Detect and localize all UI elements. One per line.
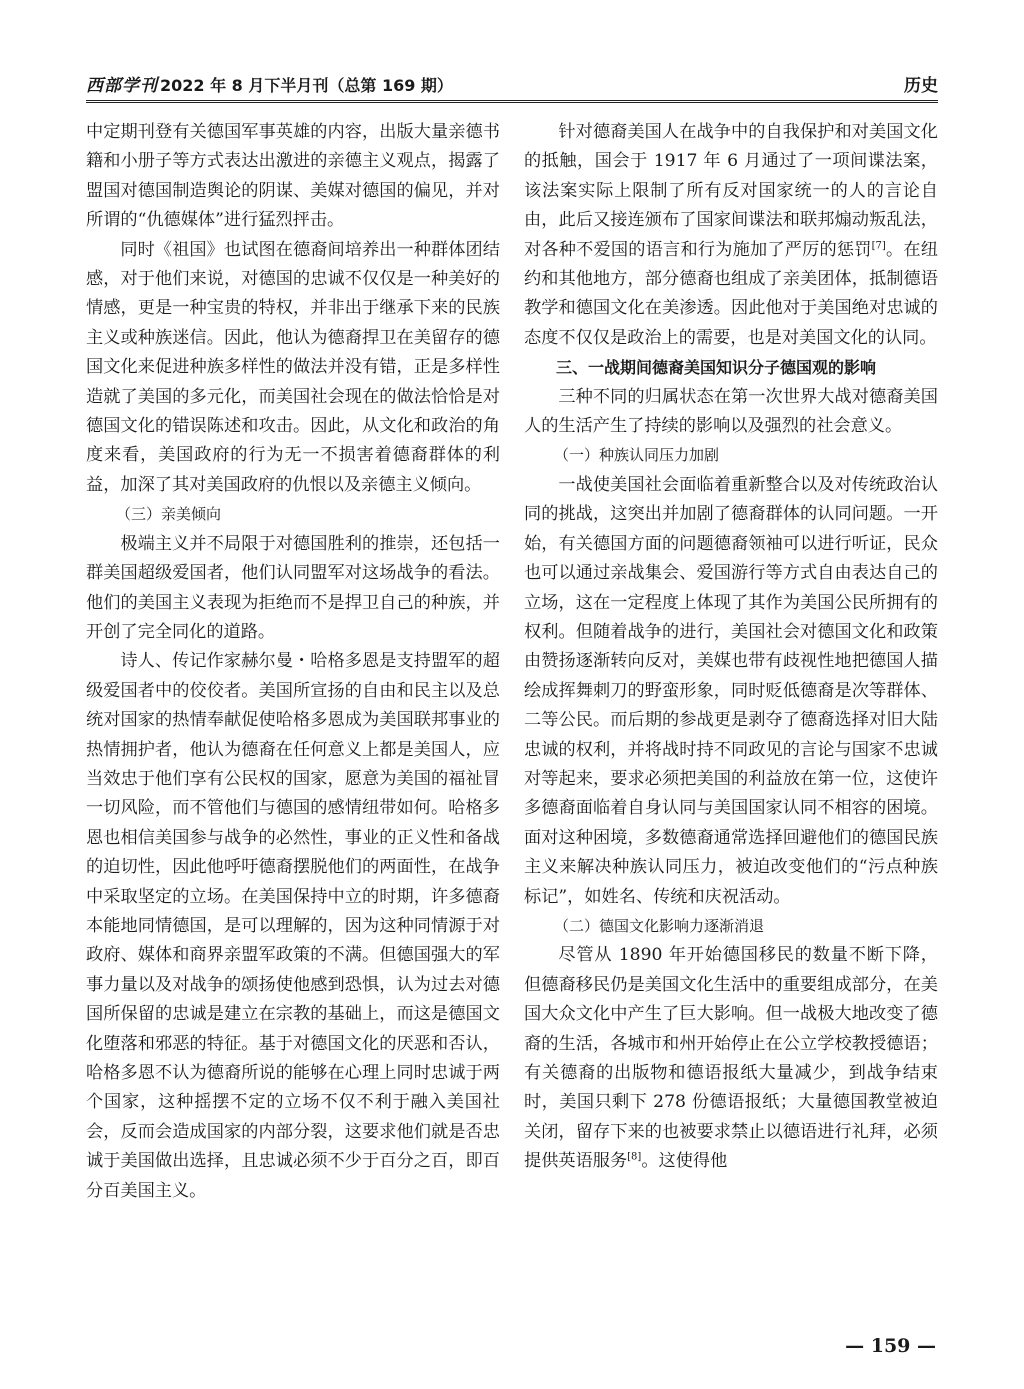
subsection-heading: （二）德国文化影响力逐渐消退	[554, 916, 765, 935]
paragraph: 一战使美国社会面临着重新整合以及对传统政治认同的挑战，这突出并加剧了德裔群体的认同问题。一开始，有关德国方面的问题德裔领袖可以进行听证，民众也可以通过亲战集会、爱国游行等方式自由表达自己的立场，这在一定程度上体现了其作为美国公民所拥有的权利。但随着战争的进行，美国社会对德国文化和政策由赞扬逐渐转向反对，美媒也带有歧视性地把德国人描绘成挥舞刺刀的野蛮形象，同时贬低德裔是次等群体、二等公民。而后期的参战更是剥夺了德裔选择对旧大陆忠诚的权利，并将战时持不同政见的言论与国家不忠诚对等起来，要求必须把美国的利益放在第一位，这使许多德裔面临着自身认同与美国国家认同不相容的困境。面对这种困境，多数德裔通常选择回避他们的德国民族主义来解决种族认同压力，被迫改变他们的“污点种族标记”，如姓名、传统和庆祝活动。	[524, 474, 938, 907]
subsection-heading: （三）亲美倾向	[116, 505, 222, 524]
journal-logo: 西部学刊	[86, 76, 158, 96]
citation-mark[interactable]: [8]	[627, 1151, 642, 1163]
section-label: 历史	[904, 76, 938, 96]
paragraph-text-continued: 。这使得他	[641, 1151, 728, 1172]
subsection-heading: （一）种族认同压力加剧	[554, 446, 720, 465]
page-number: — 159 —	[845, 1335, 936, 1357]
left-column	[86, 118, 500, 1206]
paragraph-text: 针对德裔美国人在战争中的自我保护和对美国文化的抵触，国会于 1917 年 6 月通过了一项间谍法案，该法案实际上限制了所有反对国家统一的人的言论自由，此后又接连颁布了国家间谍法和联邦煽动叛乱法，对各种不爱国的语言和行为施加了严厉的惩罚	[524, 122, 938, 260]
paragraph: 三种不同的归属状态在第一次世界大战对德裔美国人的生活产生了持续的影响以及强烈的社会意义。	[524, 386, 938, 437]
paragraph: 诗人、传记作家赫尔曼・哈格多恩是支持盟军的超级爱国者中的佼佼者。美国所宣扬的自由和民主以及总统对国家的热情奉献促使哈格多恩成为美国联邦事业的热情拥护者，他认为德裔在任何意义上都是美国人，应当效忠于他们享有公民权的国家，愿意为美国的福祉冒一切风险，而不管他们与德国的感情纽带如何。哈格多恩也相信美国参与战争的必然性，事业的正义性和备战的迫切性，因此他呼吁德裔摆脱他们的两面性，在战争中采取坚定的立场。在美国保持中立的时期，许多德裔本能地同情德国，是可以理解的，因为这种同情源于对政府、媒体和商界亲盟军政策的不满。但德国强大的军事力量以及对战争的颂扬使他感到恐惧，认为过去对德国所保留的忠诚是建立在宗教的基础上，而这是德国文化堕落和邪恶的特征。基于对德国文化的厌恶和否认，哈格多恩不认为德裔所说的能够在心理上同时忠诚于两个国家，这种摇摆不定的立场不仅不利于融入美国社会，反而会造成国家的内部分裂，这要求他们就是否忠诚于美国做出选择，且忠诚必须不少于百分之百，即百分百美国主义。	[86, 651, 500, 1201]
header-left	[86, 71, 453, 100]
paragraph-text-continued: 。在纽约和其他地方，部分德裔也组成了亲美团体，抵制德语教学和德国文化在美渗透。因此他对于美国绝对忠诚的态度不仅仅是政治上的需要，也是对美国文化的认同。	[524, 239, 938, 348]
running-header	[86, 68, 938, 103]
citation-mark[interactable]: [7]	[871, 239, 886, 251]
right-column	[524, 118, 938, 1177]
section-heading: 三、一战期间德裔美国知识分子德国观的影响	[556, 358, 877, 378]
issue-info: 2022 年 8 月下半月刊（总第 169 期）	[160, 76, 453, 95]
paragraph-text: 尽管从 1890 年开始德国移民的数量不断下降，但德裔移民仍是美国文化生活中的重要组成部分，在美国大众文化中产生了巨大影响。但一战极大地改变了德裔的生活，各城市和州开始停止在公立学校教授德语；有关德裔的出版物和德语报纸大量减少，到战争结束时，美国只剩下 278 份德语报纸；大量德国教堂被迫关闭，留存下来的也被要求禁止以德语进行礼拜，必须提供英语服务	[524, 945, 938, 1172]
paragraph: 极端主义并不局限于对德国胜利的推崇，还包括一群美国超级爱国者，他们认同盟军对这场战争的看法。他们的美国主义表现为拒绝而不是捍卫自己的种族，并开创了完全同化的道路。	[86, 533, 500, 642]
paragraph: 同时《祖国》也试图在德裔间培养出一种群体团结感，对于他们来说，对德国的忠诚不仅仅是一种美好的情感，更是一种宝贵的特权，并非出于继承下来的民族主义或种族迷信。因此，他认为德裔捍卫在美留存的德国文化来促进种族多样性的做法并没有错，正是多样性造就了美国的多元化，而美国社会现在的做法恰恰是对德国文化的错误陈述和攻击。因此，从文化和政治的角度来看，美国政府的行为无一不损害着德裔群体的利益，加深了其对美国政府的仇恨以及亲德主义倾向。	[86, 239, 500, 495]
paragraph	[524, 941, 938, 1176]
paragraph	[524, 118, 938, 353]
paragraph: 中定期刊登有关德国军事英雄的内容，出版大量亲德书籍和小册子等方式表达出激进的亲德主义观点，揭露了盟国对德国制造舆论的阴谋、美媒对德国的偏见，并对所谓的“仇德媒体”进行猛烈抨击。	[86, 122, 500, 231]
